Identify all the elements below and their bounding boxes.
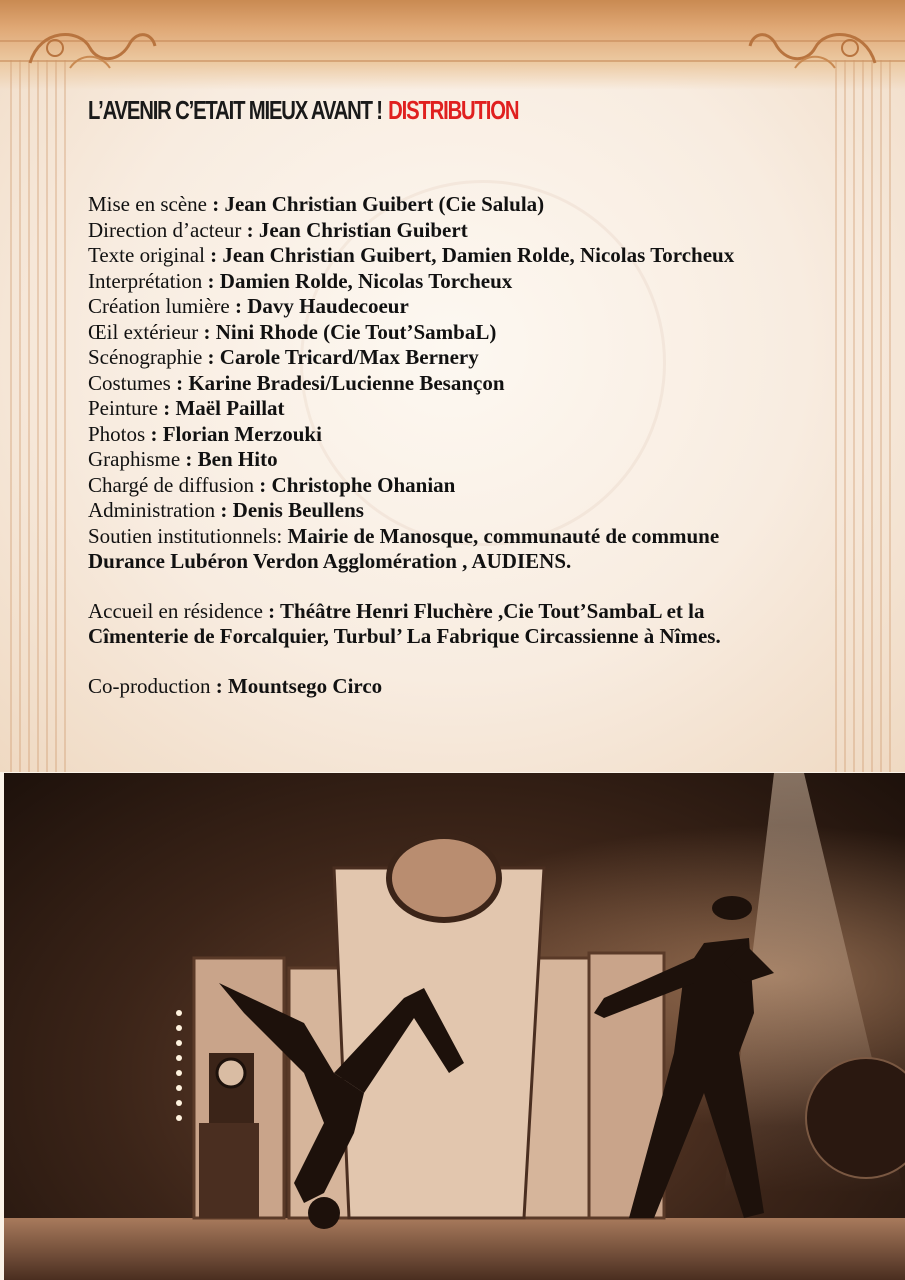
credit-names: Maël Paillat bbox=[175, 396, 285, 420]
credit-role: Costumes bbox=[88, 370, 171, 395]
credit-names: Davy Haudecoeur bbox=[247, 294, 409, 318]
credit-row: Scénographie : Carole Tricard/Max Bernery bbox=[88, 345, 479, 369]
credit-names: Théâtre Henri Fluchère ,Cie Tout’SambaL et la bbox=[280, 598, 705, 623]
stage-floor bbox=[4, 1218, 905, 1280]
credit-names: Florian Merzouki bbox=[162, 421, 322, 446]
credit-names: Jean Christian Guibert (Cie Salula) bbox=[224, 192, 545, 216]
credit-names: Christophe Ohanian bbox=[271, 472, 456, 497]
credit-role: Administration bbox=[88, 498, 216, 522]
credit-role: Peinture bbox=[88, 396, 158, 420]
credit-names: Mountsego Circo bbox=[227, 673, 383, 698]
credit-row: Œil extérieur : Nini Rhode (Cie Tout’SambaL) bbox=[88, 319, 497, 344]
credits-list bbox=[88, 192, 888, 699]
credit-row: Graphisme : Ben Hito bbox=[88, 447, 278, 471]
stage-photo bbox=[4, 773, 905, 1280]
credit-role: Photos bbox=[88, 421, 146, 446]
credit-role: Scénographie bbox=[88, 345, 203, 369]
credit-names: Denis Beullens bbox=[232, 498, 364, 522]
credit-names: Ben Hito bbox=[197, 447, 278, 471]
credit-role: Création lumière bbox=[88, 294, 230, 318]
stage-scene-illustration bbox=[4, 773, 905, 1280]
left-pillar-decoration bbox=[10, 60, 70, 772]
oval-mirror bbox=[389, 836, 499, 920]
residence-credit: Accueil en résidence : Théâtre Henri Fluchère ,Cie Tout’SambaL et la Cîmenterie de Forcalquier, Turbul’ La Fabrique Circassienne à Nîmes. bbox=[88, 599, 888, 650]
credit-role: Œil extérieur bbox=[88, 319, 199, 344]
credit-role: Interprétation bbox=[88, 268, 203, 293]
section-title: DISTRIBUTION bbox=[388, 95, 519, 125]
clock-face bbox=[217, 1059, 245, 1087]
credit-names: Nini Rhode (Cie Tout’SambaL) bbox=[215, 319, 497, 344]
credit-role: Direction d’acteur bbox=[88, 217, 242, 242]
page-title bbox=[88, 95, 518, 126]
credit-role: Accueil en résidence bbox=[88, 598, 263, 623]
credit-role: Soutien institutionnels: bbox=[88, 523, 283, 548]
credit-names: Carole Tricard/Max Bernery bbox=[219, 345, 479, 369]
coproduction-credit: Co-production : Mountsego Circo bbox=[88, 673, 383, 698]
credit-names: Karine Bradesi/Lucienne Besançon bbox=[188, 370, 505, 395]
credit-role: Chargé de diffusion bbox=[88, 472, 255, 497]
credit-role: Co-production bbox=[88, 673, 211, 698]
support-credit bbox=[88, 524, 888, 575]
credit-role: Texte original bbox=[88, 243, 205, 267]
credit-row: Texte original : Jean Christian Guibert, Damien Rolde, Nicolas Torcheux bbox=[88, 243, 735, 267]
credit-names: Damien Rolde, Nicolas Torcheux bbox=[219, 268, 513, 293]
credit-names: Jean Christian Guibert, Damien Rolde, Nicolas Torcheux bbox=[222, 243, 735, 267]
scroll-ornament-icon bbox=[20, 18, 160, 78]
credit-names: Mairie de Manosque, communauté de commune bbox=[287, 523, 720, 548]
credit-row: Direction d’acteur : Jean Christian Guibert bbox=[88, 217, 468, 242]
credit-row: Administration : Denis Beullens bbox=[88, 498, 364, 522]
credit-names: Jean Christian Guibert bbox=[258, 217, 468, 242]
credit-names-continued: Durance Lubéron Verdon Agglomération , AUDIENS. bbox=[88, 549, 572, 573]
credit-role: Mise en scène bbox=[88, 192, 207, 216]
credit-row: Chargé de diffusion : Christophe Ohanian bbox=[88, 472, 456, 497]
credit-names-continued: Cîmenterie de Forcalquier, Turbul’ La Fabrique Circassienne à Nîmes. bbox=[88, 624, 721, 648]
credit-row: Photos : Florian Merzouki bbox=[88, 421, 322, 446]
credit-role: Graphisme bbox=[88, 447, 181, 471]
credit-row: Costumes : Karine Bradesi/Lucienne Besançon bbox=[88, 370, 505, 395]
credit-row: Interprétation : Damien Rolde, Nicolas Torcheux bbox=[88, 268, 513, 293]
credit-row: Création lumière : Davy Haudecoeur bbox=[88, 294, 409, 318]
credit-row: Peinture : Maël Paillat bbox=[88, 396, 285, 420]
stage-lights bbox=[176, 1010, 182, 1121]
credit-row: Mise en scène : Jean Christian Guibert (Cie Salula) bbox=[88, 192, 545, 216]
side-table bbox=[199, 1123, 259, 1218]
scroll-ornament-icon bbox=[745, 18, 885, 78]
show-title: L’AVENIR C’ETAIT MIEUX AVANT ! bbox=[88, 95, 382, 125]
